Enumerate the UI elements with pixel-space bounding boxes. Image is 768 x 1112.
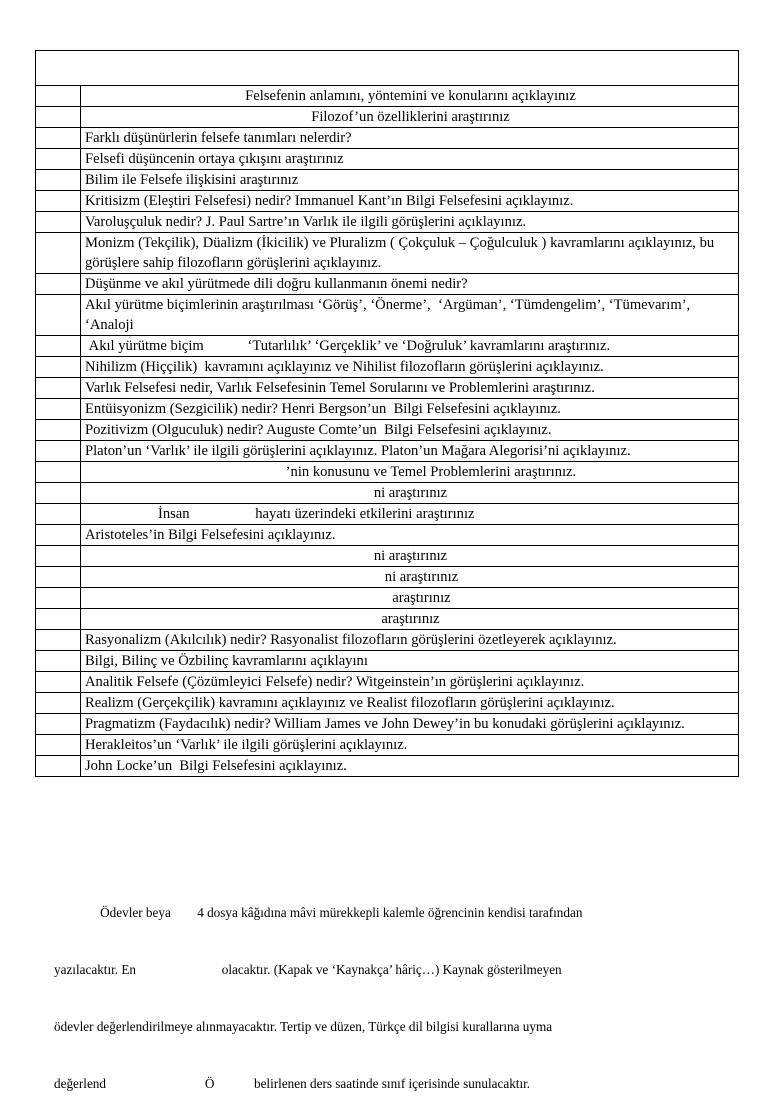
table-header-row bbox=[36, 51, 739, 86]
assignment-topic: Nihilizm (Hiççilik) kavramını açıklayınız ve Nihilist filozofların görüşlerini açıklayınız. bbox=[81, 357, 739, 378]
row-number-cell bbox=[36, 525, 81, 546]
assignment-topic: araştırınız bbox=[81, 588, 739, 609]
row-number-cell bbox=[36, 378, 81, 399]
row-number-cell bbox=[36, 357, 81, 378]
table-row bbox=[36, 149, 739, 170]
assignment-table bbox=[35, 50, 739, 777]
row-number-cell bbox=[36, 693, 81, 714]
assignment-topic: Düşünme ve akıl yürütmede dili doğru kullanmanın önemi nedir? bbox=[81, 274, 739, 295]
table-row bbox=[36, 483, 739, 504]
row-number-cell bbox=[36, 420, 81, 441]
row-number-cell bbox=[36, 735, 81, 756]
table-row bbox=[36, 609, 739, 630]
assignment-topic: ’nin konusunu ve Temel Problemlerini araştırınız. bbox=[81, 462, 739, 483]
table-row bbox=[36, 672, 739, 693]
table-row bbox=[36, 295, 739, 336]
table-row bbox=[36, 588, 739, 609]
assignment-topic: ni araştırınız bbox=[81, 546, 739, 567]
assignment-topic: Herakleitos’un ‘Varlık’ ile ilgili görüşlerini açıklayınız. bbox=[81, 735, 739, 756]
row-number-cell bbox=[36, 588, 81, 609]
table-row bbox=[36, 399, 739, 420]
table-row bbox=[36, 378, 739, 399]
row-number-cell bbox=[36, 128, 81, 149]
table-row bbox=[36, 651, 739, 672]
assignment-topic: Akıl yürütme biçimlerinin araştırılması ‘Görüş’, ‘Önerme’, ‘Argüman’, ‘Tümdengelim’, ‘Tümevarım’, ‘Analoji bbox=[81, 295, 739, 336]
assignment-topic: Analitik Felsefe (Çözümleyici Felsefe) nedir? Witgeinstein’ın görüşlerini açıklayınız. bbox=[81, 672, 739, 693]
table-row bbox=[36, 170, 739, 191]
row-number-cell bbox=[36, 672, 81, 693]
assignment-topic: Bilim ile Felsefe ilişkisini araştırınız bbox=[81, 170, 739, 191]
assignment-topic: araştırınız bbox=[81, 609, 739, 630]
row-number-cell bbox=[36, 191, 81, 212]
row-number-cell bbox=[36, 756, 81, 777]
table-row bbox=[36, 504, 739, 525]
row-number-cell bbox=[36, 567, 81, 588]
assignment-topic: Platon’un ‘Varlık’ ile ilgili görüşlerini açıklayınız. Platon’un Mağara Alegorisi’ni açıklayınız. bbox=[81, 441, 739, 462]
table-row bbox=[36, 233, 739, 274]
table-row bbox=[36, 357, 739, 378]
table-row bbox=[36, 735, 739, 756]
assignment-topic: Varlık Felsefesi nedir, Varlık Felsefesinin Temel Sorularını ve Problemlerini araştırınız. bbox=[81, 378, 739, 399]
table-row bbox=[36, 86, 739, 107]
row-number-cell bbox=[36, 170, 81, 191]
table-row bbox=[36, 274, 739, 295]
row-number-cell bbox=[36, 274, 81, 295]
row-number-cell bbox=[36, 483, 81, 504]
row-number-cell bbox=[36, 86, 81, 107]
assignment-topic: Rasyonalizm (Akılcılık) nedir? Rasyonalist filozofların görüşlerini özetleyerek açıklayınız. bbox=[81, 630, 739, 651]
assignment-topic: Pragmatizm (Faydacılık) nedir? William James ve John Dewey’in bu konudaki görüşlerini açıklayınız. bbox=[81, 714, 739, 735]
assignment-topic: Entüisyonizm (Sezgicilik) nedir? Henri Bergson’un Bilgi Felsefesini açıklayınız. bbox=[81, 399, 739, 420]
notes-line: Ödevler beya 4 dosya kâğıdına mâvi mürekkepli kalemle öğrencinin kendisi tarafından bbox=[54, 905, 583, 920]
row-number-cell bbox=[36, 441, 81, 462]
assignment-topic: Pozitivizm (Olguculuk) nedir? Auguste Comte’un Bilgi Felsefesini açıklayınız. bbox=[81, 420, 739, 441]
assignment-topic: Kritisizm (Eleştiri Felsefesi) nedir? Immanuel Kant’ın Bilgi Felsefesini açıklayınız. bbox=[81, 191, 739, 212]
row-number-cell bbox=[36, 651, 81, 672]
notes-line: ödevler değerlendirilmeye alınmayacaktır. Tertip ve düzen, Türkçe dil bilgisi kurallarına uyma bbox=[54, 1019, 553, 1034]
assignment-topic: Varoluşçuluk nedir? J. Paul Sartre’ın Varlık ile ilgili görüşlerini açıklayınız. bbox=[81, 212, 739, 233]
notes-line: yazılacaktır. En olacaktır. (Kapak ve ‘Kaynakça’ hâriç…) Kaynak gösterilmeyen bbox=[54, 962, 562, 977]
row-number-cell bbox=[36, 107, 81, 128]
assignment-topic: Bilgi, Bilinç ve Özbilinç kavramlarını açıklayını bbox=[81, 651, 739, 672]
assignment-table-body bbox=[36, 51, 739, 777]
table-row bbox=[36, 128, 739, 149]
row-number-cell bbox=[36, 233, 81, 274]
table-header-cell bbox=[36, 51, 739, 86]
row-number-cell bbox=[36, 149, 81, 170]
table-row bbox=[36, 212, 739, 233]
table-row bbox=[36, 525, 739, 546]
assignment-topic: John Locke’un Bilgi Felsefesini açıklayınız. bbox=[81, 756, 739, 777]
table-row bbox=[36, 191, 739, 212]
assignment-topic: İnsan hayatı üzerindeki etkilerini araştırınız bbox=[81, 504, 739, 525]
table-row bbox=[36, 462, 739, 483]
row-number-cell bbox=[36, 609, 81, 630]
assignment-topic: ni araştırınız bbox=[81, 567, 739, 588]
assignment-topic: Monizm (Tekçilik), Düalizm (İkicilik) ve Pluralizm ( Çokçuluk – Çoğulculuk ) kavramlarını açıklayınız, bu görüşlere sahip filozofların görüşlerini açıklayınız. bbox=[81, 233, 739, 274]
table-row bbox=[36, 107, 739, 128]
table-row bbox=[36, 630, 739, 651]
notes-line: değerlend Ö belirlenen ders saatinde sınıf içerisinde sunulacaktır. bbox=[54, 1076, 531, 1091]
assignment-topic: Akıl yürütme biçim ‘Tutarlılık’ ‘Gerçeklik’ ve ‘Doğruluk’ kavramlarını araştırınız. bbox=[81, 336, 739, 357]
assignment-topic: ni araştırınız bbox=[81, 483, 739, 504]
row-number-cell bbox=[36, 336, 81, 357]
table-row bbox=[36, 693, 739, 714]
table-row bbox=[36, 546, 739, 567]
row-number-cell bbox=[36, 295, 81, 336]
row-number-cell bbox=[36, 399, 81, 420]
table-row bbox=[36, 756, 739, 777]
assignment-topic: Aristoteles’in Bilgi Felsefesini açıklayınız. bbox=[81, 525, 739, 546]
row-number-cell bbox=[36, 546, 81, 567]
assignment-topic: Farklı düşünürlerin felsefe tanımları nelerdir? bbox=[81, 128, 739, 149]
table-row bbox=[36, 420, 739, 441]
assignment-topic: Realizm (Gerçekçilik) kavramını açıklayınız ve Realist filozofların görüşlerini açıklayınız. bbox=[81, 693, 739, 714]
row-number-cell bbox=[36, 462, 81, 483]
assignment-notes bbox=[54, 865, 734, 1112]
row-number-cell bbox=[36, 504, 81, 525]
row-number-cell bbox=[36, 212, 81, 233]
row-number-cell bbox=[36, 714, 81, 735]
table-row bbox=[36, 714, 739, 735]
row-number-cell bbox=[36, 630, 81, 651]
assignment-topic: Felsefenin anlamını, yöntemini ve konularını açıklayınız bbox=[81, 86, 739, 107]
assignment-topic: Felsefi düşüncenin ortaya çıkışını araştırınız bbox=[81, 149, 739, 170]
table-row bbox=[36, 441, 739, 462]
table-row bbox=[36, 336, 739, 357]
assignment-topic: Filozof’un özelliklerini araştırınız bbox=[81, 107, 739, 128]
table-row bbox=[36, 567, 739, 588]
